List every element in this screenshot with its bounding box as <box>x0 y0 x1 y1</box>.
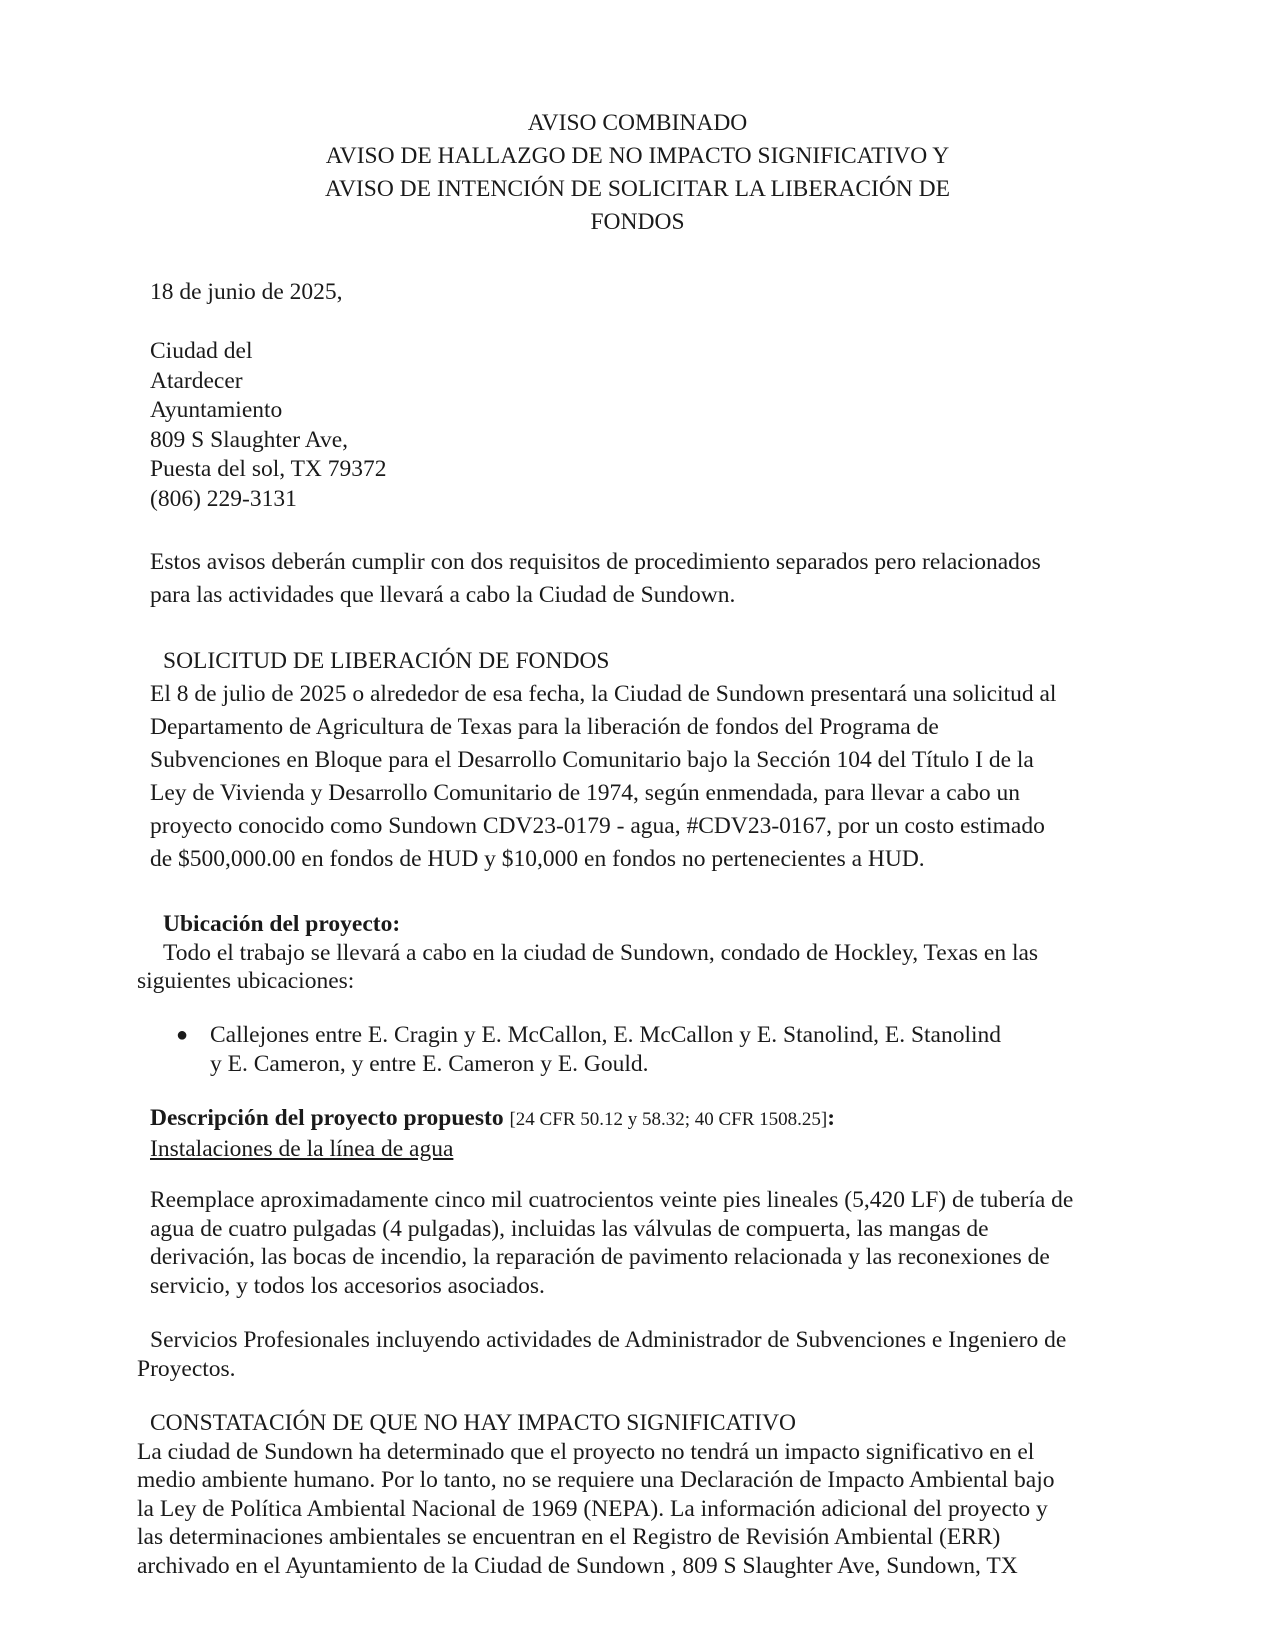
fonsi-line-4: las determinaciones ambientales se encuentran en el Registro de Revisión Ambiental (ERR) <box>137 1524 1001 1550</box>
description-colon: : <box>827 1105 836 1131</box>
description-line-4: servicio, y todos los accesorios asociados. <box>150 1272 545 1299</box>
address-line-3: Ayuntamiento <box>150 397 283 423</box>
location-heading: Ubicación del proyecto: <box>163 911 401 937</box>
intro-line-1: Estos avisos deberán cumplir con dos requisitos de procedimiento separados pero relacionados <box>150 549 1041 575</box>
address-block <box>150 337 1150 514</box>
notice-title <box>0 107 1275 239</box>
address-line-5: Puesta del sol, TX 79372 <box>150 456 387 482</box>
location-line-1: Todo el trabajo se llevará a cabo en la ciudad de Sundown, condado de Hockley, Texas en las <box>163 939 1039 966</box>
fonsi-line-5: archivado en el Ayuntamiento de la Ciudad de Sundown , 809 S Slaughter Ave, Sundown, TX <box>137 1552 1018 1579</box>
description-heading-line <box>150 1104 1150 1135</box>
location-line-2: siguientes ubicaciones: <box>137 968 355 994</box>
intro-paragraph <box>150 546 1150 612</box>
notice-date <box>150 277 1150 307</box>
title-line-3: AVISO DE INTENCIÓN DE SOLICITAR LA LIBERACIÓN DE <box>325 176 950 202</box>
title-line-2: AVISO DE HALLAZGO DE NO IMPACTO SIGNIFICATIVO Y <box>325 143 950 169</box>
description-paragraph <box>150 1186 1150 1300</box>
regulation-references: [24 CFR 50.12 y 58.32; 40 CFR 1508.25] <box>509 1109 828 1130</box>
description-line-1: Reemplace aproximadamente cinco mil cuatrocientos veinte pies lineales (5,420 LF) de tubería de <box>150 1187 1074 1213</box>
intro-line-2: para las actividades que llevará a cabo la Ciudad de Sundown. <box>150 582 736 608</box>
location-bullet-list <box>176 1021 1001 1078</box>
fonsi-line-1: La ciudad de Sundown ha determinado que el proyecto no tendrá un impacto significativo en el <box>137 1438 1035 1465</box>
phone-number: (806) 229-3131 <box>150 485 297 512</box>
release-of-funds-section <box>150 645 1150 876</box>
project-description-section <box>150 1104 1150 1163</box>
rof-line-3: Subvenciones en Bloque para el Desarrollo Comunitario bajo la Sección 104 del Título I de la <box>150 747 1034 773</box>
fonsi-line-2: medio ambiente humano. Por lo tanto, no se requiere una Declaración de Impacto Ambiental bajo <box>137 1467 1055 1493</box>
services-line-2: Proyectos. <box>137 1355 236 1382</box>
address-line-2: Atardecer <box>150 367 243 394</box>
description-line-3: derivación, las bocas de incendio, la reparación de pavimento relacionada y las reconexiones de <box>150 1244 1050 1270</box>
description-line-2: agua de cuatro pulgadas (4 pulgadas), incluidas las válvulas de compuerta, las mangas de <box>150 1215 989 1242</box>
title-line-1: AVISO COMBINADO <box>527 110 748 136</box>
project-location-section <box>137 910 1137 996</box>
rof-line-5: proyecto conocido como Sundown CDV23-0179 - agua, #CDV23-0167, por un costo estimado <box>150 813 1045 839</box>
fonsi-section <box>137 1409 1137 1580</box>
fonsi-line-3: la Ley de Política Ambiental Nacional de 1969 (NEPA). La información adicional del proyecto y <box>137 1495 1048 1522</box>
bullet-line-1: Callejones entre E. Cragin y E. McCallon, E. McCallon y E. Stanolind, E. Stanolind <box>210 1022 1002 1048</box>
title-line-4: FONDOS <box>590 209 685 235</box>
release-of-funds-heading: SOLICITUD DE LIBERACIÓN DE FONDOS <box>163 648 610 674</box>
description-subheading: Instalaciones de la línea de agua <box>150 1135 454 1162</box>
rof-line-1: El 8 de julio de 2025 o alrededor de esa fecha, la Ciudad de Sundown presentará una solicitud al <box>150 681 1057 707</box>
bullet-icon: ● <box>176 1024 189 1046</box>
address-line-1: Ciudad del <box>150 338 253 364</box>
rof-line-6: de $500,000.00 en fondos de HUD y $10,000 en fondos no pertenecientes a HUD. <box>150 846 925 872</box>
bullet-line-2: y E. Cameron, y entre E. Cameron y E. Gould. <box>210 1050 649 1077</box>
description-heading: Descripción del proyecto propuesto <box>150 1105 504 1131</box>
date-text: 18 de junio de 2025, <box>150 279 343 305</box>
list-item <box>176 1021 1001 1078</box>
rof-line-4: Ley de Vivienda y Desarrollo Comunitario de 1974, según enmendada, para llevar a cabo un <box>150 780 1020 806</box>
services-line-1: Servicios Profesionales incluyendo actividades de Administrador de Subvenciones e Ingeniero de <box>150 1327 1067 1353</box>
fonsi-heading: CONSTATACIÓN DE QUE NO HAY IMPACTO SIGNIFICATIVO <box>150 1410 797 1436</box>
address-line-4: 809 S Slaughter Ave, <box>150 426 348 453</box>
professional-services-paragraph <box>137 1326 1137 1383</box>
rof-line-2: Departamento de Agricultura de Texas para la liberación de fondos del Programa de <box>150 714 939 740</box>
